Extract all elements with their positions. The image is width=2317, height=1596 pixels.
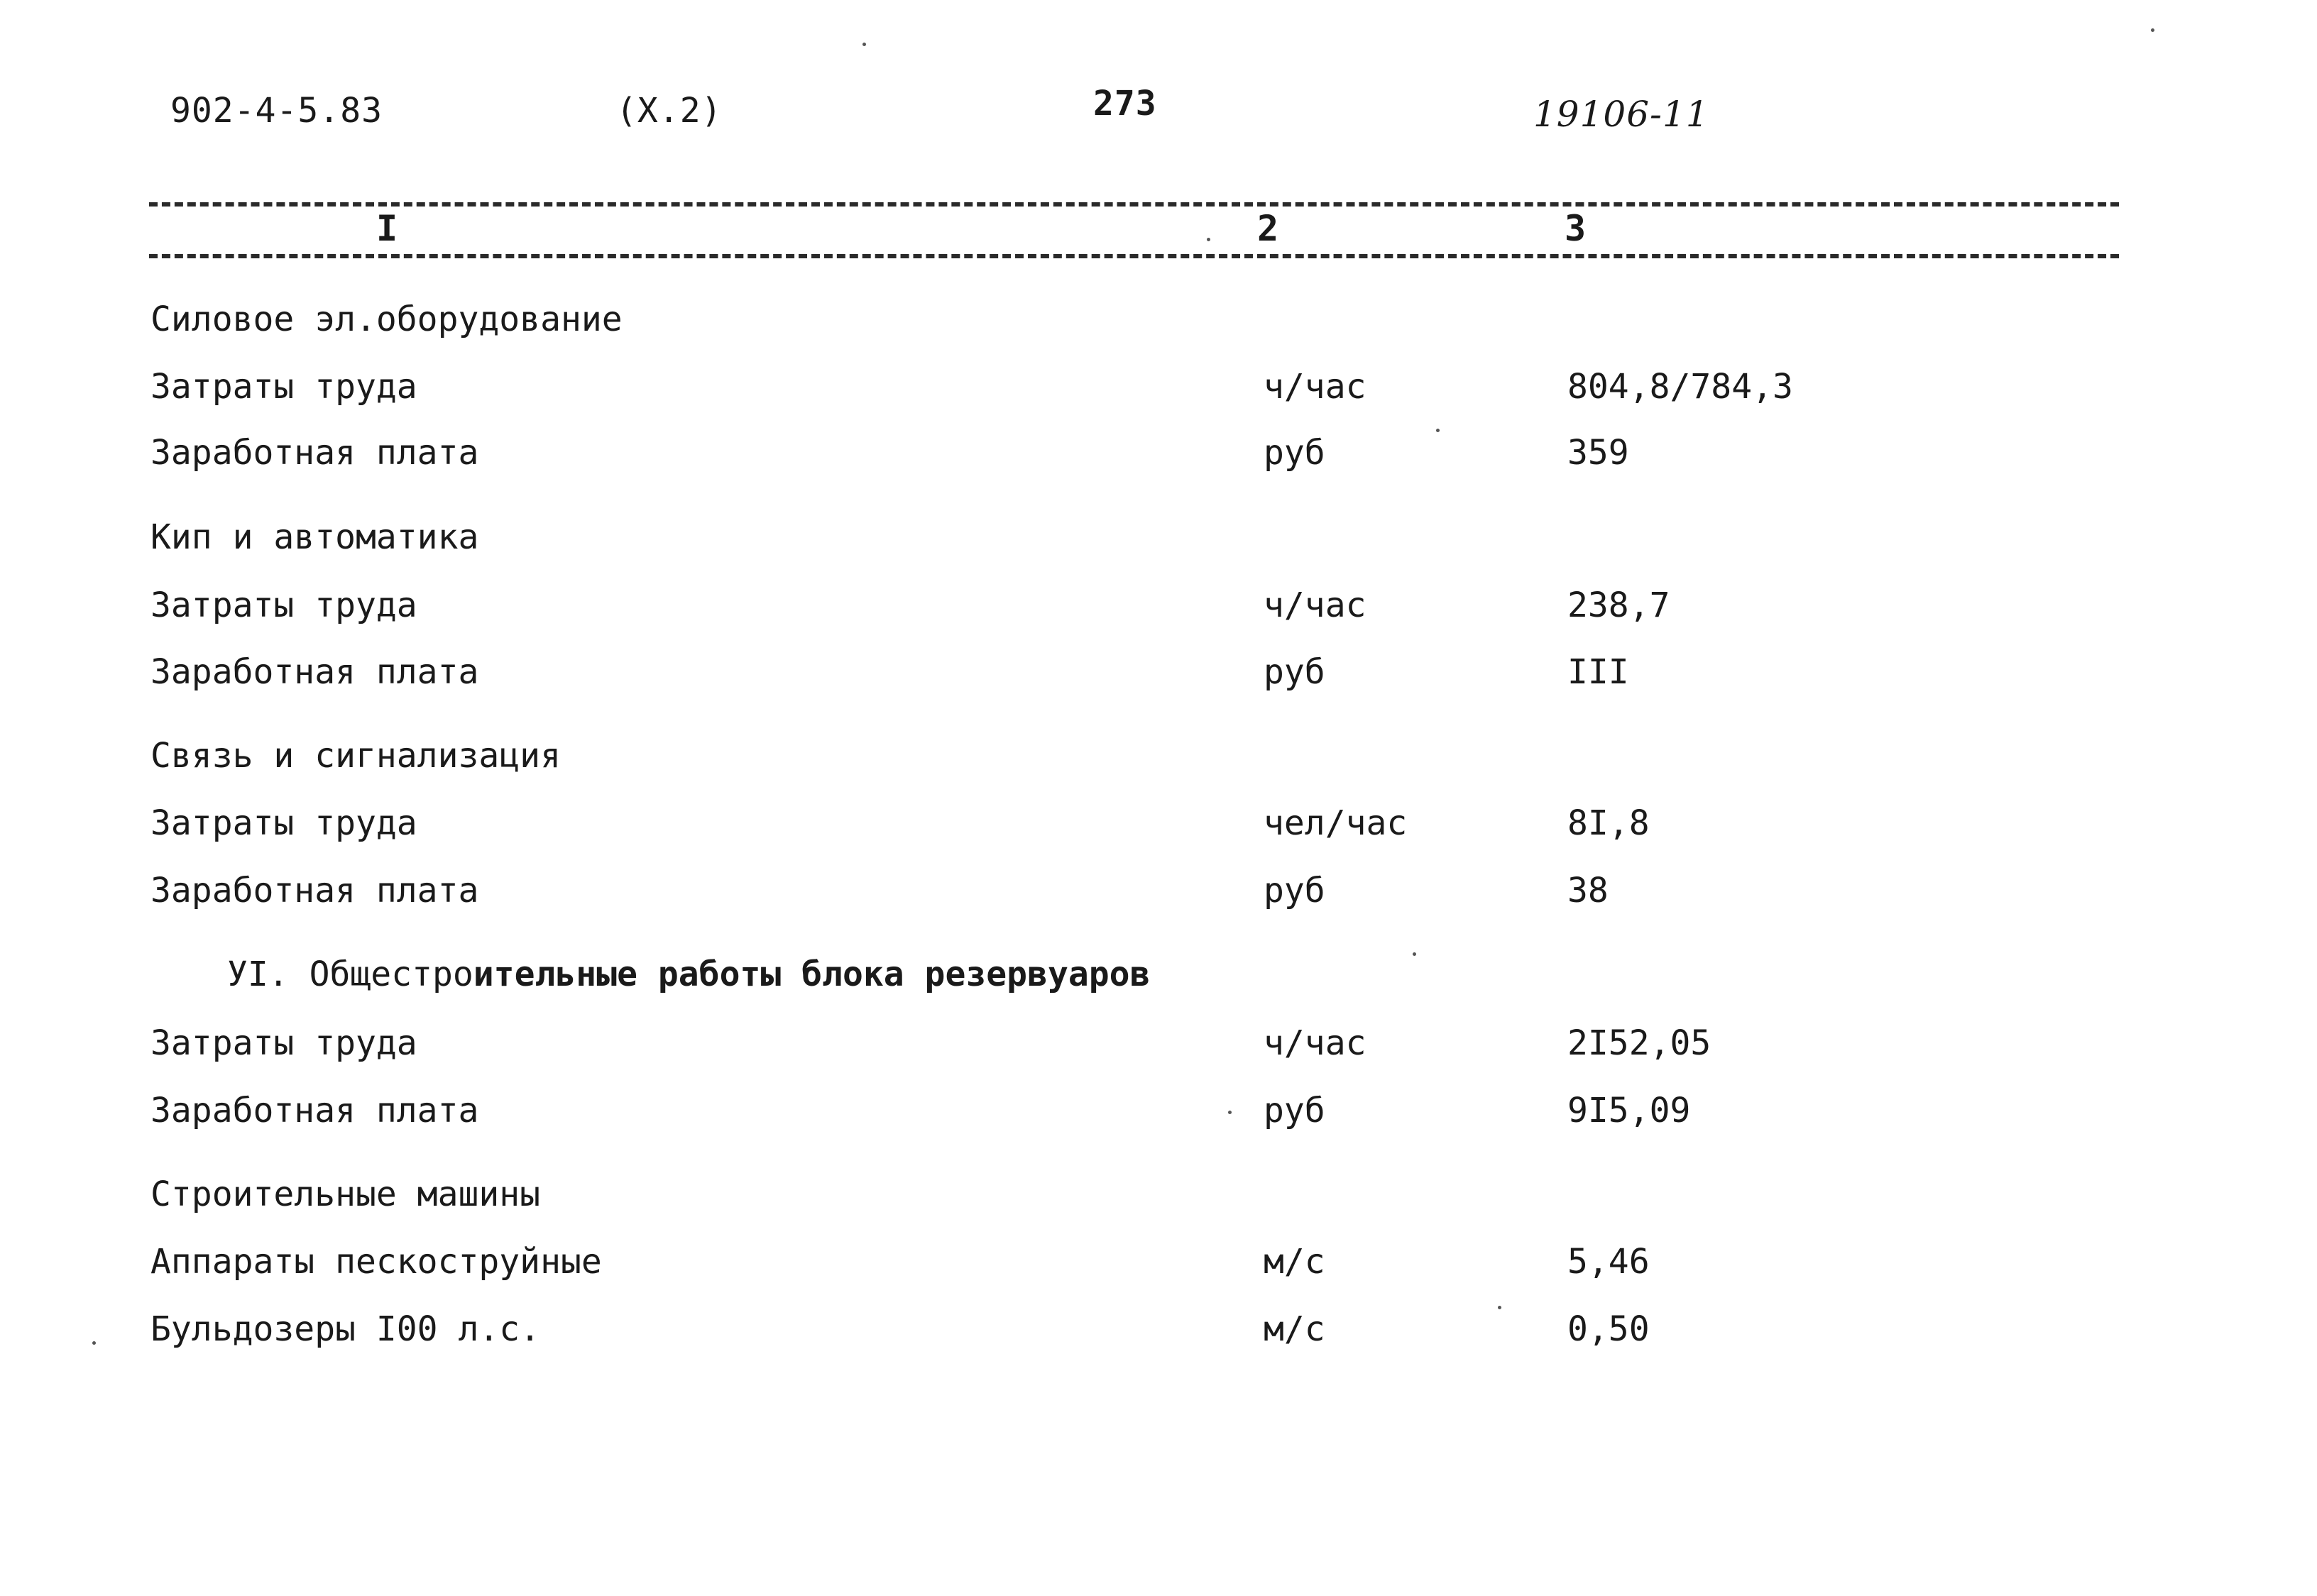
row-name: Затраты труда: [150, 367, 417, 407]
row-name: Строительные машины: [150, 1174, 541, 1214]
table-row: [0, 428, 2317, 478]
row-name: Заработная плата: [150, 1091, 479, 1130]
section-heading-prefix: УI. Общестро: [227, 954, 473, 994]
row-value: III: [1567, 652, 1629, 692]
row-name: Силовое эл.оборудование: [150, 299, 623, 339]
column-header-2: 2: [1253, 207, 1283, 250]
row-unit: руб: [1264, 652, 1325, 692]
row-name: Бульдозеры I00 л.с.: [150, 1309, 541, 1349]
table-row: [0, 1018, 2317, 1068]
row-unit: руб: [1264, 433, 1325, 473]
row-value: 5,46: [1567, 1242, 1650, 1282]
row-value: 804,8/784,3: [1567, 367, 1793, 407]
row-name: Затраты труда: [150, 1023, 417, 1063]
row-name: Затраты труда: [150, 585, 417, 625]
row-unit: руб: [1264, 871, 1325, 910]
table-row: [0, 1086, 2317, 1135]
table-header-top-rule: [149, 202, 2119, 207]
row-unit: м/с: [1264, 1309, 1325, 1349]
table-row: [0, 731, 2317, 781]
document-code: 902-4-5.83: [170, 91, 383, 131]
row-name: Заработная плата: [150, 871, 479, 910]
scan-speck: [2151, 28, 2154, 32]
table-row: [0, 295, 2317, 344]
scan-speck: [1436, 429, 1440, 432]
row-unit: ч/час: [1264, 367, 1366, 407]
row-name: Заработная плата: [150, 652, 479, 692]
table-row: [0, 1304, 2317, 1354]
table-row: [0, 950, 2317, 999]
table-header-bottom-rule: [149, 254, 2119, 258]
row-value: 9I5,09: [1567, 1091, 1691, 1130]
scan-speck: [1207, 238, 1210, 241]
row-value: 238,7: [1567, 585, 1670, 625]
column-header-1: I: [372, 207, 402, 250]
scan-speck: [862, 43, 866, 46]
row-name: Аппараты пескоструйные: [150, 1242, 602, 1282]
scan-speck: [1413, 952, 1416, 956]
row-unit: руб: [1264, 1091, 1325, 1130]
scan-speck: [1228, 1111, 1232, 1114]
row-unit: ч/час: [1264, 585, 1366, 625]
row-name: Связь и сигнализация: [150, 736, 561, 776]
row-name: Заработная плата: [150, 433, 479, 473]
row-value: 359: [1567, 433, 1629, 473]
row-name: Затраты труда: [150, 803, 417, 843]
row-value: 2I52,05: [1567, 1023, 1711, 1063]
scan-speck: [1498, 1306, 1501, 1309]
table-row: [0, 866, 2317, 915]
table-row: [0, 647, 2317, 697]
scan-speck: [92, 1341, 96, 1345]
row-value: 38: [1567, 871, 1609, 910]
row-value: 0,50: [1567, 1309, 1650, 1349]
table-row: [0, 1170, 2317, 1219]
table-row: [0, 362, 2317, 412]
section-reference: (X.2): [616, 91, 723, 131]
row-unit: ч/час: [1264, 1023, 1366, 1063]
table-row: [0, 1237, 2317, 1287]
row-value: 8I,8: [1567, 803, 1650, 843]
handwritten-note: 19106-11: [1533, 94, 1709, 135]
row-name: Кип и автоматика: [150, 517, 479, 557]
table-row: [0, 512, 2317, 562]
page-number: 273: [1093, 84, 1157, 123]
table-row: [0, 798, 2317, 848]
section-heading-bold: ительные работы блока резервуаров: [473, 954, 1151, 994]
row-unit: чел/час: [1264, 803, 1408, 843]
section-heading: [227, 950, 1150, 999]
column-header-3: 3: [1560, 207, 1590, 250]
table-row: [0, 580, 2317, 630]
row-unit: м/с: [1264, 1242, 1325, 1282]
